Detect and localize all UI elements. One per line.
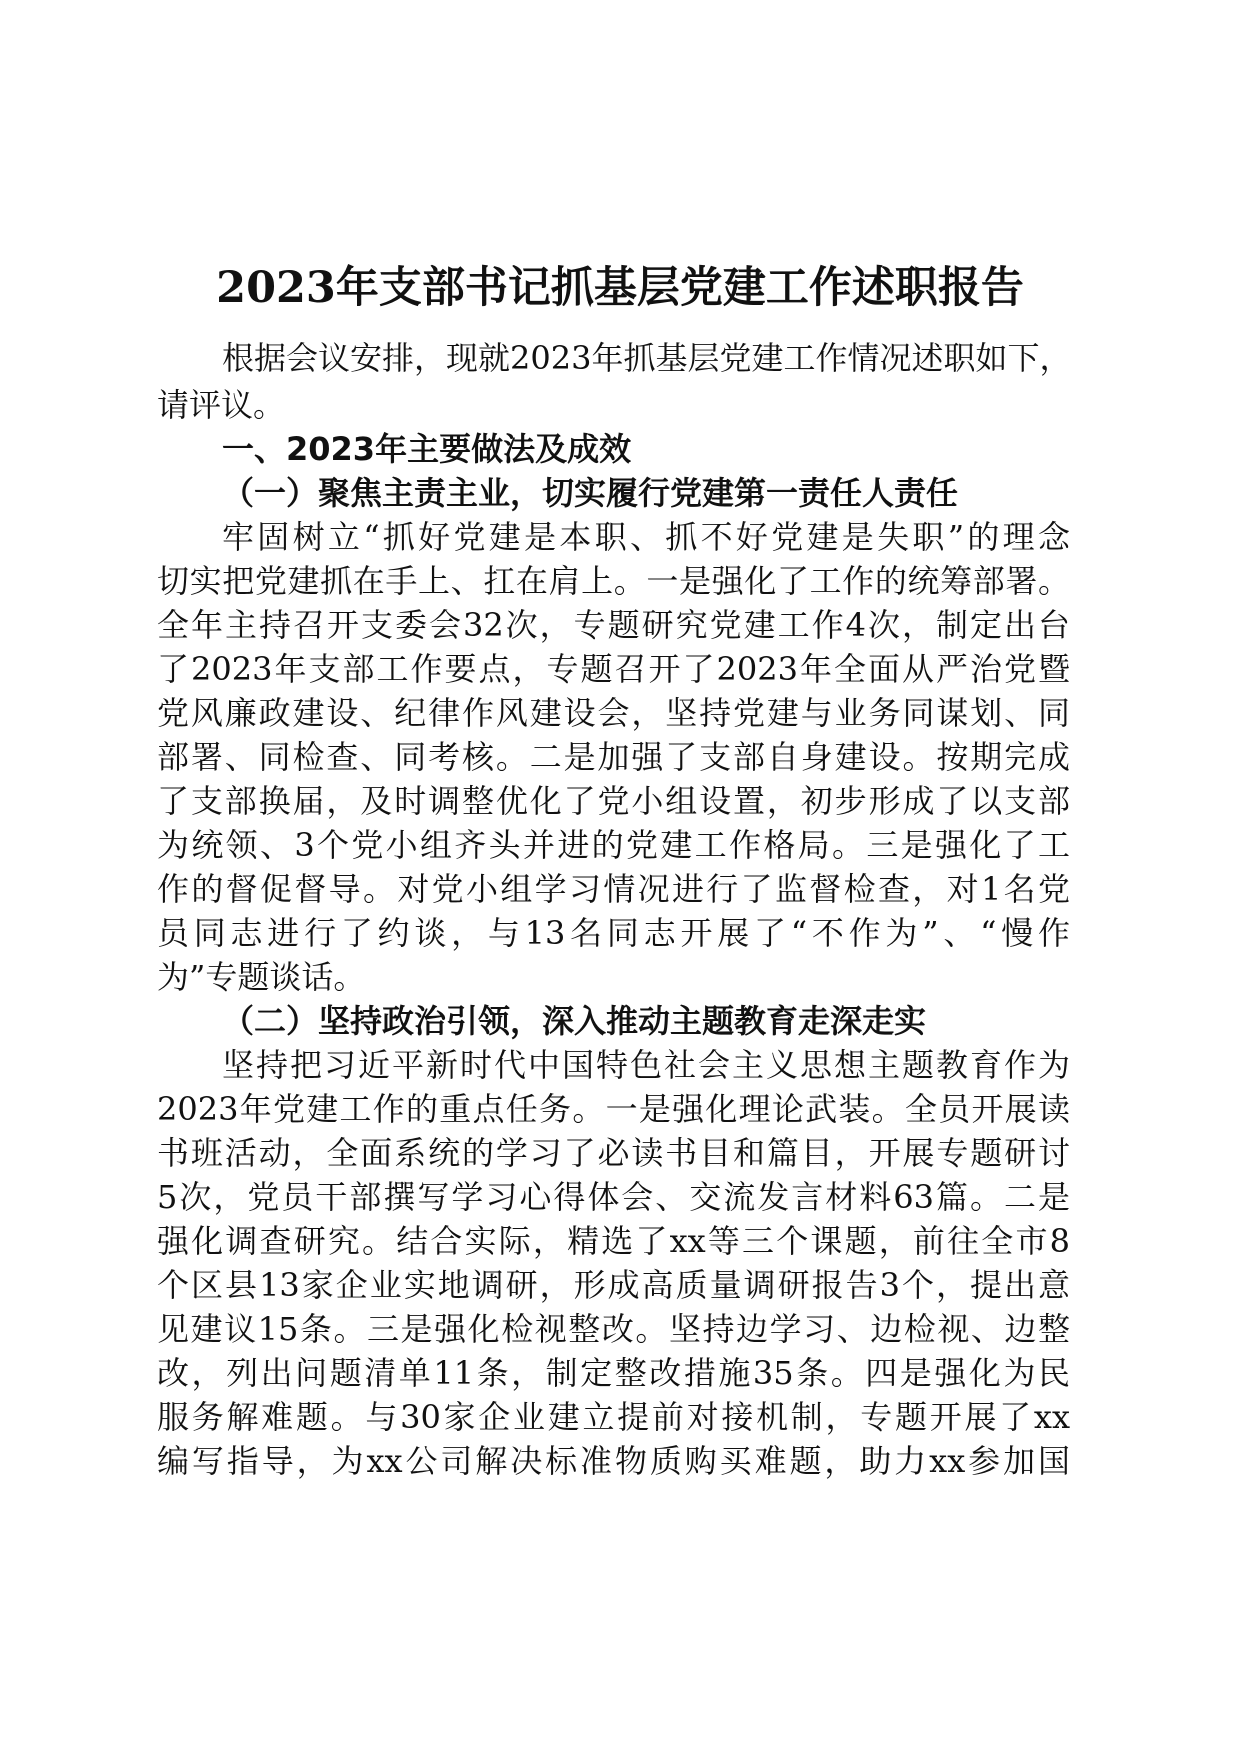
paragraph-line: 员同志进行了约谈，与13名同志开展了“不作为”、“慢作 <box>157 914 1070 952</box>
paragraph-line: 党风廉政建设、纪律作风建设会，坚持党建与业务同谋划、同 <box>157 694 1070 732</box>
paragraph-line: 全年主持召开支委会32次，专题研究党建工作4次，制定出台 <box>157 606 1070 644</box>
paragraph-line: 了2023年支部工作要点，专题召开了2023年全面从严治党暨 <box>157 650 1070 688</box>
paragraph-line: 改，列出问题清单11条，制定整改措施35条。四是强化为民 <box>157 1354 1070 1392</box>
paragraph-line: 2023年党建工作的重点任务。一是强化理论武装。全员开展读 <box>157 1090 1070 1128</box>
paragraph-line: 作的督促督导。对党小组学习情况进行了监督检查，对1名党 <box>157 870 1070 908</box>
paragraph-line: 切实把党建抓在手上、扛在肩上。一是强化了工作的统筹部署。 <box>157 562 1070 600</box>
paragraph-line: 强化调查研究。结合实际，精选了xx等三个课题，前往全市8 <box>157 1222 1070 1260</box>
intro-line: 请评议。 <box>157 386 286 424</box>
section-heading: 一、2023年主要做法及成效 <box>222 430 632 468</box>
subsection-heading: （一）聚焦主责主业，切实履行党建第一责任人责任 <box>222 474 959 512</box>
paragraph-line: 书班活动，全面系统的学习了必读书目和篇目，开展专题研讨 <box>157 1134 1070 1172</box>
paragraph-line: 编写指导，为xx公司解决标准物质购买难题，助力xx参加国 <box>157 1442 1070 1480</box>
paragraph-line: 牢固树立“抓好党建是本职、抓不好党建是失职”的理念 <box>222 518 1070 556</box>
paragraph-line: 了支部换届，及时调整优化了党小组设置，初步形成了以支部 <box>157 782 1070 820</box>
paragraph-line: 部署、同检查、同考核。二是加强了支部自身建设。按期完成 <box>157 738 1070 776</box>
paragraph-line: 坚持把习近平新时代中国特色社会主义思想主题教育作为 <box>222 1046 1070 1084</box>
paragraph-line: 见建议15条。三是强化检视整改。坚持边学习、边检视、边整 <box>157 1310 1070 1348</box>
paragraph-line: 为统领、3个党小组齐头并进的党建工作格局。三是强化了工 <box>157 826 1070 864</box>
paragraph-line: 为”专题谈话。 <box>157 958 366 996</box>
intro-line: 根据会议安排，现就2023年抓基层党建工作情况述职如下， <box>222 339 1072 377</box>
document-title: 2023年支部书记抓基层党建工作述职报告 <box>216 263 1024 313</box>
subsection-heading: （二）坚持政治引领，深入推动主题教育走深走实 <box>222 1002 927 1040</box>
paragraph-line: 服务解难题。与30家企业建立提前对接机制，专题开展了xx <box>157 1398 1070 1436</box>
paragraph-line: 个区县13家企业实地调研，形成高质量调研报告3个，提出意 <box>157 1266 1070 1304</box>
paragraph-line: 5次，党员干部撰写学习心得体会、交流发言材料63篇。二是 <box>157 1178 1070 1216</box>
